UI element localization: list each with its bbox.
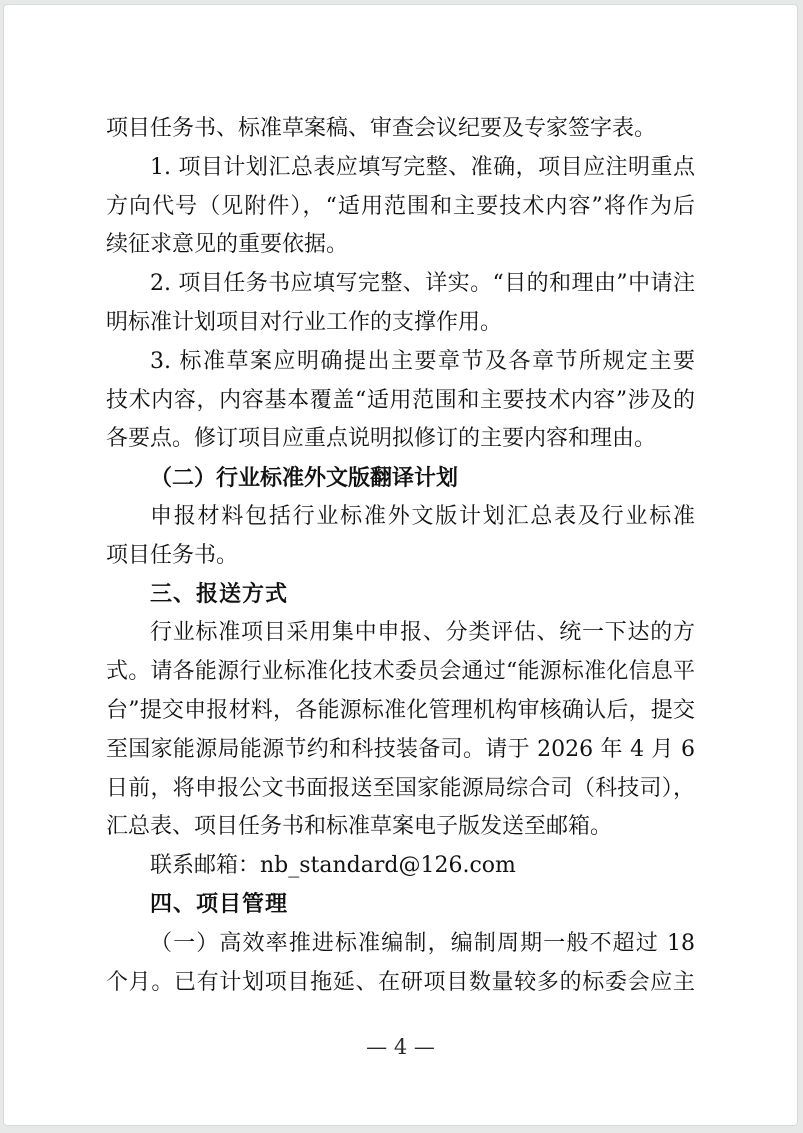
text-line: 式。请各能源行业标准化技术委员会通过“能源标准化信息平 xyxy=(106,659,695,685)
text-line: 台”提交申报材料，各能源标准化管理机构审核确认后，提交 xyxy=(106,697,695,723)
text-line: 方向代号（见附件），“适用范围和主要技术内容”将作为后 xyxy=(106,193,695,219)
text-line: 至国家能源局能源节约和科技装备司。请于 2026 年 4 月 6 xyxy=(106,736,695,762)
text-line: 三、报送方式 xyxy=(150,581,289,607)
text-line: （一）高效率推进标准编制，编制周期一般不超过 18 xyxy=(150,930,695,956)
text-line: （二）行业标准外文版翻译计划 xyxy=(150,465,459,492)
text-line: 续征求意见的重要依据。 xyxy=(106,232,349,258)
text-line: 1. 项目计划汇总表应填写完整、准确，项目应注明重点 xyxy=(150,154,695,180)
text-line: 四、项目管理 xyxy=(150,891,289,917)
text-lines xyxy=(106,110,695,1002)
text-line: 日前，将申报公文书面报送至国家能源局综合司（科技司）， xyxy=(106,775,695,801)
text-line: 行业标准项目采用集中申报、分类评估、统一下达的方 xyxy=(150,620,695,646)
text-line: 申报材料包括行业标准外文版计划汇总表及行业标准 xyxy=(150,503,695,529)
text-line: 3. 标准草案应明确提出主要章节及各章节所规定主要 xyxy=(150,348,695,374)
document-page xyxy=(4,5,797,1125)
text-line: 2. 项目任务书应填写完整、详实。“目的和理由”中请注 xyxy=(150,271,695,297)
text-line: 明标准计划项目对行业工作的支撑作用。 xyxy=(106,309,503,335)
text-line: 各要点。修订项目应重点说明拟修订的主要内容和理由。 xyxy=(106,426,657,452)
text-line: 汇总表、项目任务书和标准草案电子版发送至邮箱。 xyxy=(106,814,613,840)
text-line: 技术内容，内容基本覆盖“适用范围和主要技术内容”涉及的 xyxy=(106,387,695,413)
footer-page-number: — 4 — xyxy=(366,1035,435,1059)
text-line: 联系邮箱：nb_standard@126.com xyxy=(150,853,516,879)
text-line: 项目任务书、标准草案稿、审查会议纪要及专家签字表。 xyxy=(106,116,657,141)
text-line: 项目任务书。 xyxy=(106,542,239,568)
text-line: 个月。已有计划项目拖延、在研项目数量较多的标委会应主 xyxy=(106,969,695,995)
